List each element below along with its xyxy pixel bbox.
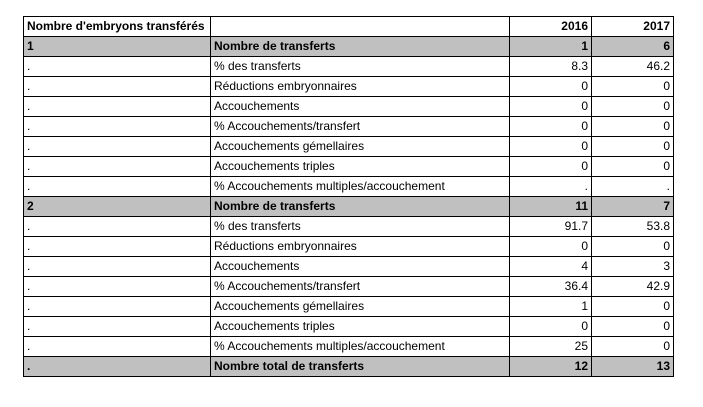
- cell-value-2017: 13: [592, 357, 674, 377]
- cell-indicator: Nombre de transferts: [211, 197, 510, 217]
- table-row: [24, 337, 674, 357]
- cell-value-2017: .: [592, 177, 674, 197]
- cell-indicator: Accouchements gémellaires: [211, 297, 510, 317]
- embryo-transfer-table: [23, 16, 674, 377]
- cell-value-2016: 1: [510, 37, 592, 57]
- cell-value-2017: 0: [592, 137, 674, 157]
- table-row: [24, 297, 674, 317]
- cell-indicator: Nombre total de transferts: [211, 357, 510, 377]
- cell-value-2017: 3: [592, 257, 674, 277]
- cell-value-2017: 46.2: [592, 57, 674, 77]
- table-group-row: [24, 197, 674, 217]
- table-row: [24, 97, 674, 117]
- cell-value-2017: 53.8: [592, 217, 674, 237]
- cell-value-2017: 0: [592, 297, 674, 317]
- table-row: [24, 57, 674, 77]
- table-group-row: [24, 37, 674, 57]
- cell-embryo-count: .: [24, 337, 211, 357]
- cell-value-2016: 0: [510, 157, 592, 177]
- cell-embryo-count: .: [24, 257, 211, 277]
- table-row: [24, 117, 674, 137]
- cell-embryo-count: .: [24, 157, 211, 177]
- table-header-row: [24, 17, 674, 37]
- cell-value-2016: 1: [510, 297, 592, 317]
- cell-indicator: Accouchements triples: [211, 157, 510, 177]
- cell-embryo-count: .: [24, 297, 211, 317]
- cell-indicator: % Accouchements multiples/accouchement: [211, 177, 510, 197]
- cell-value-2017: 0: [592, 317, 674, 337]
- cell-value-2016: 36.4: [510, 277, 592, 297]
- cell-value-2016: 0: [510, 317, 592, 337]
- cell-value-2016: 0: [510, 117, 592, 137]
- header-year-2016: 2016: [510, 17, 592, 37]
- table-row: [24, 257, 674, 277]
- cell-embryo-count: .: [24, 77, 211, 97]
- cell-embryo-count: .: [24, 277, 211, 297]
- cell-value-2016: 11: [510, 197, 592, 217]
- cell-value-2017: 0: [592, 77, 674, 97]
- cell-value-2016: .: [510, 177, 592, 197]
- table-body: [24, 17, 674, 377]
- header-year-2017: 2017: [592, 17, 674, 37]
- cell-value-2017: 42.9: [592, 277, 674, 297]
- cell-embryo-count: 1: [24, 37, 211, 57]
- cell-embryo-count: .: [24, 317, 211, 337]
- table-row: [24, 177, 674, 197]
- table-row: [24, 277, 674, 297]
- header-indicator: [211, 17, 510, 37]
- cell-indicator: Accouchements: [211, 97, 510, 117]
- cell-embryo-count: .: [24, 237, 211, 257]
- cell-indicator: % des transferts: [211, 57, 510, 77]
- cell-value-2016: 25: [510, 337, 592, 357]
- cell-value-2017: 0: [592, 237, 674, 257]
- table-row: [24, 217, 674, 237]
- cell-value-2017: 0: [592, 117, 674, 137]
- cell-embryo-count: .: [24, 357, 211, 377]
- cell-indicator: Accouchements triples: [211, 317, 510, 337]
- table-row: [24, 77, 674, 97]
- table-row: [24, 157, 674, 177]
- cell-value-2017: 0: [592, 97, 674, 117]
- cell-value-2016: 0: [510, 137, 592, 157]
- cell-embryo-count: .: [24, 97, 211, 117]
- cell-value-2016: 0: [510, 77, 592, 97]
- cell-value-2017: 6: [592, 37, 674, 57]
- cell-embryo-count: .: [24, 217, 211, 237]
- cell-indicator: % Accouchements/transfert: [211, 277, 510, 297]
- cell-value-2017: 0: [592, 337, 674, 357]
- cell-indicator: Accouchements gémellaires: [211, 137, 510, 157]
- cell-value-2016: 0: [510, 237, 592, 257]
- cell-indicator: Accouchements: [211, 257, 510, 277]
- cell-indicator: Nombre de transferts: [211, 37, 510, 57]
- cell-embryo-count: .: [24, 57, 211, 77]
- table-group-row: [24, 357, 674, 377]
- cell-indicator: % des transferts: [211, 217, 510, 237]
- table-row: [24, 237, 674, 257]
- cell-indicator: Réductions embryonnaires: [211, 237, 510, 257]
- cell-embryo-count: .: [24, 117, 211, 137]
- cell-value-2017: 7: [592, 197, 674, 217]
- cell-value-2016: 91.7: [510, 217, 592, 237]
- cell-value-2016: 4: [510, 257, 592, 277]
- cell-value-2016: 12: [510, 357, 592, 377]
- cell-value-2016: 0: [510, 97, 592, 117]
- table-row: [24, 317, 674, 337]
- cell-embryo-count: .: [24, 137, 211, 157]
- cell-embryo-count: .: [24, 177, 211, 197]
- cell-value-2017: 0: [592, 157, 674, 177]
- cell-value-2016: 8.3: [510, 57, 592, 77]
- cell-indicator: Réductions embryonnaires: [211, 77, 510, 97]
- cell-indicator: % Accouchements/transfert: [211, 117, 510, 137]
- table-row: [24, 137, 674, 157]
- cell-embryo-count: 2: [24, 197, 211, 217]
- cell-indicator: % Accouchements multiples/accouchement: [211, 337, 510, 357]
- header-embryo-count: Nombre d'embryons transférés: [24, 17, 211, 37]
